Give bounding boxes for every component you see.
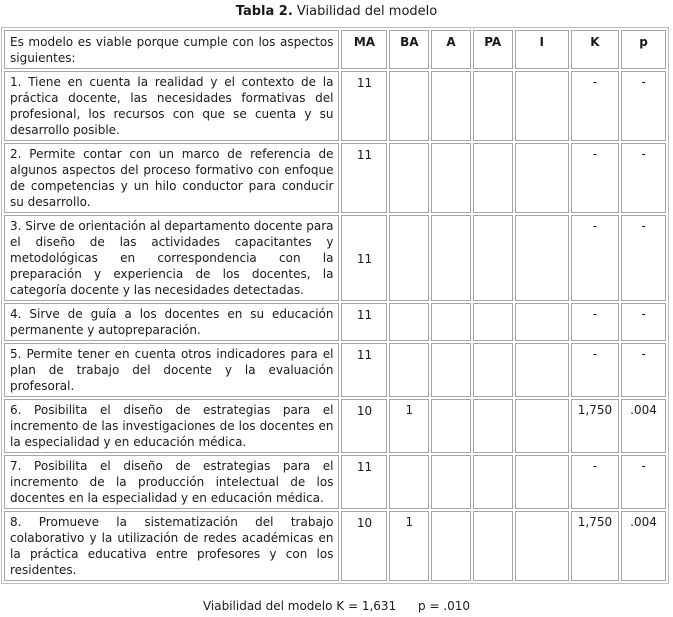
cell-a [431, 399, 471, 453]
table-row [4, 303, 666, 341]
header-p: p [621, 30, 666, 69]
cell-ma: 10 [341, 511, 387, 581]
cell-k: 1,750 [571, 511, 619, 581]
cell-ba: 1 [389, 511, 429, 581]
header-ba: BA [389, 30, 429, 69]
cell-i [515, 143, 569, 213]
cell-p: .004 [621, 511, 666, 581]
cell-ma: 11 [341, 303, 387, 341]
header-row [4, 30, 666, 69]
aspect-description: 5. Permite tener en cuenta otros indicadores para el plan de trabajo del docente y la evaluación profesoral. [4, 343, 339, 397]
cell-k: - [571, 215, 619, 301]
cell-pa [473, 343, 513, 397]
table-row [4, 143, 666, 213]
aspect-description: 6. Posibilita el diseño de estrategias para el incremento de las investigaciones de los docentes en la especialidad y en educación médica. [4, 399, 339, 453]
cell-ma: 11 [341, 455, 387, 509]
aspect-description: 3. Sirve de orientación al departamento docente para el diseño de las actividades capacitantes y metodológicas en correspondencia con la preparación y experiencia de los docentes, la categoría docente y las necesidades detectadas. [4, 215, 339, 301]
aspect-description: 7. Posibilita el diseño de estrategias para el incremento de la producción intelectual de los docentes en la especialidad y en educación médica. [4, 455, 339, 509]
table-row [4, 71, 666, 141]
cell-ba [389, 143, 429, 213]
caption-text: Viabilidad del modelo [296, 4, 438, 19]
cell-a [431, 455, 471, 509]
cell-p: - [621, 303, 666, 341]
cell-p: - [621, 455, 666, 509]
table-row [4, 511, 666, 581]
cell-a [431, 215, 471, 301]
cell-i [515, 511, 569, 581]
cell-k: - [571, 455, 619, 509]
header-pa: PA [473, 30, 513, 69]
header-k: K [571, 30, 619, 69]
cell-ma: 11 [341, 71, 387, 141]
cell-p: .004 [621, 399, 666, 453]
cell-k: - [571, 343, 619, 397]
cell-ma: 11 [341, 343, 387, 397]
table-caption [0, 0, 673, 22]
table-row [4, 455, 666, 509]
cell-k: - [571, 303, 619, 341]
cell-k: - [571, 71, 619, 141]
cell-i [515, 343, 569, 397]
cell-a [431, 303, 471, 341]
viability-table [1, 27, 669, 584]
table-row [4, 399, 666, 453]
aspect-description: 4. Sirve de guía a los docentes en su educación permanente y autopreparación. [4, 303, 339, 341]
footer-k-value: Viabilidad del modelo K = 1,631 [202, 599, 397, 613]
header-aspects: Es modelo es viable porque cumple con los aspectos siguientes: [4, 30, 339, 69]
cell-i [515, 215, 569, 301]
header-ma: MA [341, 30, 387, 69]
cell-ba [389, 71, 429, 141]
cell-i [515, 455, 569, 509]
cell-p: - [621, 343, 666, 397]
cell-p: - [621, 215, 666, 301]
cell-i [515, 303, 569, 341]
cell-pa [473, 215, 513, 301]
cell-pa [473, 399, 513, 453]
cell-ba [389, 303, 429, 341]
cell-pa [473, 143, 513, 213]
cell-pa [473, 511, 513, 581]
header-a: A [431, 30, 471, 69]
footer-p-value: p = .010 [418, 599, 471, 613]
aspect-description: 2. Permite contar con un marco de referencia de algunos aspectos del proceso formativo con enfoque de competencias y un hilo conductor para conducir su desarrollo. [4, 143, 339, 213]
cell-ba [389, 215, 429, 301]
cell-pa [473, 303, 513, 341]
cell-ma: 10 [341, 399, 387, 453]
cell-a [431, 343, 471, 397]
cell-ba [389, 343, 429, 397]
table-footer [0, 597, 673, 615]
cell-p: - [621, 71, 666, 141]
cell-ba: 1 [389, 399, 429, 453]
cell-pa [473, 455, 513, 509]
cell-a [431, 143, 471, 213]
cell-k: 1,750 [571, 399, 619, 453]
cell-ma: 11 [341, 143, 387, 213]
caption-label: Tabla 2. [235, 4, 293, 19]
aspect-description: 8. Promueve la sistematización del trabajo colaborativo y la utilización de redes académicas en la práctica educativa entre profesores y con los residentes. [4, 511, 339, 581]
cell-a [431, 71, 471, 141]
table-row [4, 215, 666, 301]
cell-p: - [621, 143, 666, 213]
cell-i [515, 399, 569, 453]
header-i: I [515, 30, 569, 69]
cell-a [431, 511, 471, 581]
cell-pa [473, 71, 513, 141]
table-row [4, 343, 666, 397]
cell-k: - [571, 143, 619, 213]
cell-ma: 11 [341, 215, 387, 301]
cell-ba [389, 455, 429, 509]
cell-i [515, 71, 569, 141]
aspect-description: 1. Tiene en cuenta la realidad y el contexto de la práctica docente, las necesidades formativas del profesional, los recursos con que se cuenta y su desarrollo posible. [4, 71, 339, 141]
